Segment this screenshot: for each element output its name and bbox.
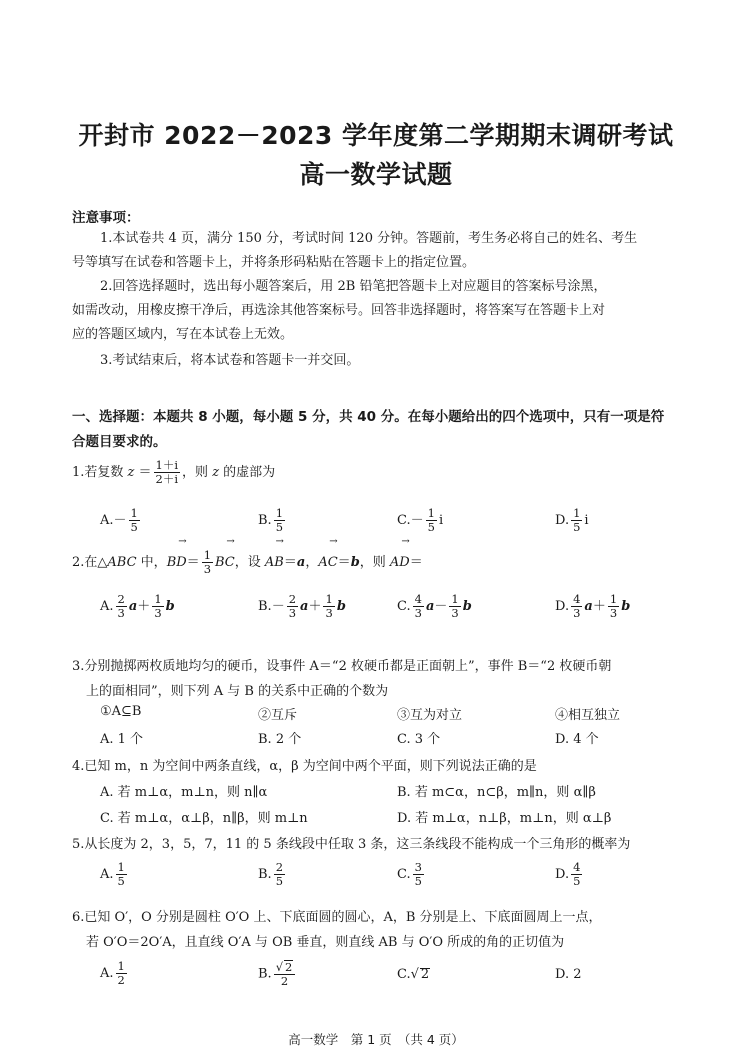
- q1-option-b: B. $\frac{1}{5}$: [258, 506, 284, 534]
- q3-statement: ③互为对立: [397, 708, 463, 723]
- q4-option-c: C. 若 m⊥α，α⊥β，n∥β，则 m⊥n: [100, 811, 308, 826]
- q3-statement: ④相互独立: [555, 708, 621, 723]
- q3-option-d: D. 4 个: [555, 732, 599, 747]
- notice-line: 3.考试结束后，将本试卷和答题卡一并交回。: [100, 353, 360, 368]
- notice-line: 1.本试卷共 4 页，满分 150 分，考试时间 120 分钟。答题前，考生务必将自己的姓名、考生: [100, 231, 638, 246]
- q6-option-b: B. $\frac{√ 2}{2}$: [258, 960, 297, 988]
- q3-statement: ①A⊆B: [100, 704, 142, 719]
- q4-option-a: A. 若 m⊥α，m⊥n，则 n∥α: [100, 785, 268, 800]
- q2-option-d: D. $\frac{4}{3}$ a＋ $\frac{1}{3}$ b: [555, 592, 631, 620]
- q1-option-a: A.－ $\frac{1}{5}$: [100, 506, 138, 534]
- fraction: $\frac{1+i}{2+i}$: [155, 458, 179, 486]
- question-3-stem: 3.分别抛掷两枚质地均匀的硬币，设事件 A＝“2 枚硬币都是正面朝上”，事件 B＝“2 枚硬币朝: [72, 659, 612, 674]
- q1-option-c: C.－ $\frac{1}{5}$ i: [397, 506, 444, 534]
- q5-option-b: B. $\frac{2}{5}$: [258, 860, 284, 888]
- question-6-stem: 6.已知 O′，O 分别是圆柱 O′O 上、下底面圆的圆心，A，B 分别是上、下底面圆周上一点，: [72, 910, 602, 925]
- question-3-stem: 上的面相同”，则下列 A 与 B 的关系中正确的个数为: [86, 684, 389, 699]
- q5-option-c: C. $\frac{3}{5}$: [397, 860, 422, 888]
- q6-option-d: D. 2: [555, 967, 582, 982]
- q2-option-b: B.－ $\frac{2}{3}$ a＋ $\frac{1}{3}$ b: [258, 592, 346, 620]
- question-1-stem: 1.若复数 z ＝ $\frac{1+i}{2+i}$ ，则 z 的虚部为: [72, 458, 276, 486]
- question-6-stem: 若 O′O＝2O′A，且直线 O′A 与 OB 垂直，则直线 AB 与 O′O 所成的角的正切值为: [86, 935, 565, 950]
- q3-option-c: C. 3 个: [397, 732, 441, 747]
- q2-option-a: A. $\frac{2}{3}$ a＋ $\frac{1}{3}$ b: [100, 592, 175, 620]
- q5-option-a: A. $\frac{1}{5}$: [100, 860, 125, 888]
- q5-option-d: D. $\frac{4}{5}$: [555, 860, 581, 888]
- q3-option-a: A. 1 个: [100, 732, 144, 747]
- page-footer: 高一数学 第 1 页 （共 4 页）: [288, 1032, 464, 1047]
- notice-line: 如需改动，用橡皮擦干净后，再选涂其他答案标号。回答非选择题时，将答案写在答题卡上对: [72, 303, 606, 318]
- q6-option-a: A. $\frac{1}{2}$: [100, 959, 125, 987]
- notice-line: 应的答题区域内，写在本试卷上无效。: [72, 327, 294, 342]
- notice-line: 号等填写在试卷和答题卡上，并将条形码粘贴在答题卡上的指定位置。: [72, 255, 476, 270]
- q3-statement: ②互斥: [258, 708, 298, 723]
- section-heading: 合题目要求的。: [72, 434, 167, 450]
- question-2-stem: 2.在△ABC 中，→ BD＝ $\frac{1}{3}$ → BC，设 → AB＝a，→ AC＝b，则 → AD＝: [72, 548, 423, 578]
- q2-option-c: C. $\frac{4}{3}$ a－ $\frac{1}{3}$ b: [397, 592, 472, 620]
- exam-title: 开封市 2022－2023 学年度第二学期期末调研考试: [78, 121, 674, 150]
- q4-option-d: D. 若 m⊥α，n⊥β，m⊥n，则 α⊥β: [397, 811, 612, 826]
- notice-line: 2.回答选择题时，选出每小题答案后，用 2B 铅笔把答题卡上对应题目的答案标号涂黑，: [100, 279, 607, 294]
- notice-heading: 注意事项：: [72, 210, 140, 226]
- q1-option-d: D. $\frac{1}{5}$ i: [555, 506, 589, 534]
- question-5-stem: 5.从长度为 2，3，5，7，11 的 5 条线段中任取 3 条，这三条线段不能构成一个三角形的概率为: [72, 837, 631, 852]
- section-heading: 一、选择题：本题共 8 小题，每小题 5 分，共 40 分。在每小题给出的四个选项中，只有一项是符: [72, 409, 665, 425]
- exam-subtitle: 高一数学试题: [299, 160, 453, 189]
- q3-option-b: B. 2 个: [258, 732, 302, 747]
- q6-option-c: C.√ 2: [397, 967, 430, 982]
- question-4-stem: 4.已知 m，n 为空间中两条直线，α，β 为空间中两个平面，则下列说法正确的是: [72, 759, 537, 774]
- q4-option-b: B. 若 m⊂α，n⊂β，m∥n，则 α∥β: [397, 785, 596, 800]
